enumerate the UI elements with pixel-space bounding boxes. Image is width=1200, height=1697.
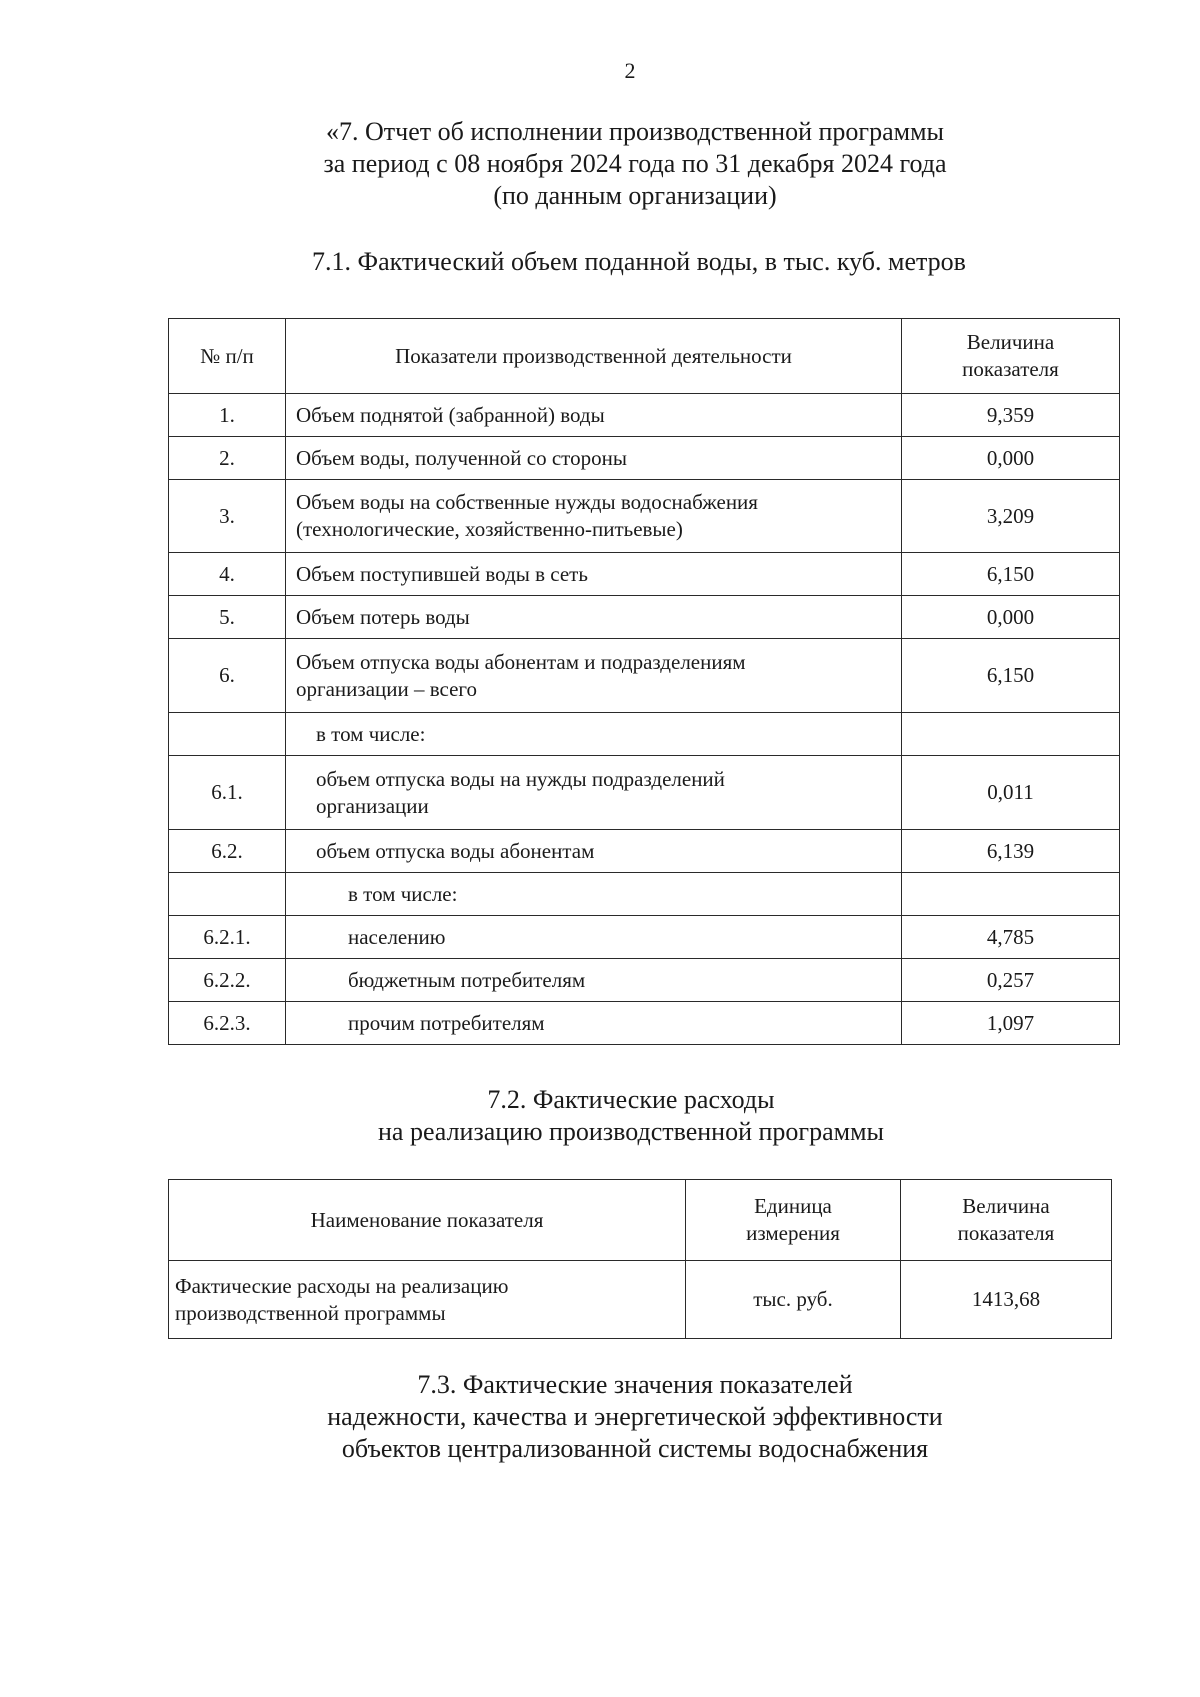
row-indicator: прочим потребителям — [286, 1002, 902, 1045]
table-header-row — [169, 1180, 1112, 1261]
header-value-line: показателя — [957, 1221, 1055, 1245]
row-number: 6.2.1. — [169, 916, 286, 959]
row-value: 0,257 — [902, 959, 1120, 1002]
row-indicator: в том числе: — [286, 713, 902, 756]
row-value: 1,097 — [902, 1002, 1120, 1045]
row-value: 6,150 — [902, 553, 1120, 596]
row-value: 0,000 — [902, 596, 1120, 639]
header-indicator-name: Наименование показателя — [169, 1180, 686, 1261]
table-row — [169, 916, 1120, 959]
row-number: 4. — [169, 553, 286, 596]
row-indicator-line: объем отпуска воды на нужды подразделений — [316, 766, 725, 791]
header-unit — [686, 1180, 901, 1261]
header-no: № п/п — [169, 319, 286, 394]
row-indicator — [286, 756, 902, 830]
table-row — [169, 1002, 1120, 1045]
row-indicator-line: Объем воды на собственные нужды водоснабжения — [296, 490, 758, 514]
table-row — [169, 394, 1120, 437]
title-line: «7. Отчет об исполнении производственной программы — [325, 117, 945, 146]
page-number: 2 — [624, 58, 636, 83]
table-row — [169, 756, 1120, 830]
table-row — [169, 1261, 1112, 1339]
header-value-line: Величина — [966, 330, 1055, 354]
row-number: 3. — [169, 480, 286, 553]
row-number — [169, 713, 286, 756]
row-indicator-line: производственной программы — [175, 1300, 446, 1325]
table-row — [169, 873, 1120, 916]
section-1-heading — [0, 246, 1200, 278]
section-2-heading-line: на реализацию производственной программы — [377, 1117, 884, 1146]
table-row — [169, 437, 1120, 480]
section-2-heading — [0, 1084, 1200, 1148]
row-indicator: Объем поступившей воды в сеть — [286, 553, 902, 596]
row-indicator: в том числе: — [286, 873, 902, 916]
row-value: 6,139 — [902, 830, 1120, 873]
row-value: 6,150 — [902, 639, 1120, 713]
row-indicator: бюджетным потребителям — [286, 959, 902, 1002]
header-value-line: Величина — [962, 1194, 1050, 1218]
row-indicator — [286, 480, 902, 553]
row-indicator-line: Объем отпуска воды абонентам и подразделениям — [296, 649, 746, 674]
row-value: 4,785 — [902, 916, 1120, 959]
row-indicator: Объем воды, полученной со стороны — [286, 437, 902, 480]
document-title — [0, 116, 1200, 212]
row-indicator-line: организации — [316, 793, 429, 818]
row-number: 6. — [169, 639, 286, 713]
title-line: (по данным организации) — [493, 181, 777, 210]
row-value: 0,000 — [902, 437, 1120, 480]
row-number — [169, 873, 286, 916]
row-number: 5. — [169, 596, 286, 639]
row-number: 6.2.2. — [169, 959, 286, 1002]
table-row — [169, 553, 1120, 596]
row-indicator: Объем потерь воды — [286, 596, 902, 639]
header-unit-line: Единица — [754, 1194, 832, 1218]
section-3-heading-line: надежности, качества и энергетической эффективности — [327, 1402, 943, 1431]
row-number: 6.2. — [169, 830, 286, 873]
row-value: 3,209 — [902, 480, 1120, 553]
section-3-heading-line: 7.3. Фактические значения показателей — [417, 1370, 853, 1399]
header-value — [901, 1180, 1112, 1261]
row-value: 1413,68 — [901, 1261, 1112, 1339]
table-row — [169, 959, 1120, 1002]
row-indicator: населению — [286, 916, 902, 959]
row-number: 6.1. — [169, 756, 286, 830]
section-1-heading-text: 7.1. Фактический объем поданной воды, в тыс. куб. метров — [312, 247, 966, 276]
row-value — [902, 873, 1120, 916]
row-value: 0,011 — [902, 756, 1120, 830]
section-3-heading-line: объектов централизованной системы водоснабжения — [341, 1434, 929, 1463]
table-row — [169, 639, 1120, 713]
row-number: 6.2.3. — [169, 1002, 286, 1045]
row-indicator: объем отпуска воды абонентам — [286, 830, 902, 873]
title-line: за период с 08 ноября 2024 года по 31 декабря 2024 года — [323, 149, 947, 178]
table-row — [169, 830, 1120, 873]
section-2-heading-line: 7.2. Фактические расходы — [487, 1085, 775, 1114]
water-volume-table — [168, 318, 1120, 1045]
header-indicator: Показатели производственной деятельности — [286, 319, 902, 394]
section-3-heading — [0, 1369, 1200, 1465]
row-indicator-line: Фактические расходы на реализацию — [175, 1273, 509, 1298]
table-row — [169, 596, 1120, 639]
row-indicator — [286, 639, 902, 713]
header-unit-line: измерения — [746, 1221, 840, 1245]
row-number: 1. — [169, 394, 286, 437]
row-indicator: Объем поднятой (забранной) воды — [286, 394, 902, 437]
table-row — [169, 480, 1120, 553]
row-unit: тыс. руб. — [686, 1261, 901, 1339]
expenses-table — [168, 1179, 1112, 1339]
header-value-line: показателя — [962, 357, 1059, 381]
row-indicator-line: организации – всего — [296, 676, 478, 701]
row-value: 9,359 — [902, 394, 1120, 437]
row-value — [902, 713, 1120, 756]
table-row — [169, 713, 1120, 756]
header-value — [902, 319, 1120, 394]
row-indicator-line: (технологические, хозяйственно-питьевые) — [296, 517, 683, 541]
table-header-row — [169, 319, 1120, 394]
row-indicator — [169, 1261, 686, 1339]
row-number: 2. — [169, 437, 286, 480]
